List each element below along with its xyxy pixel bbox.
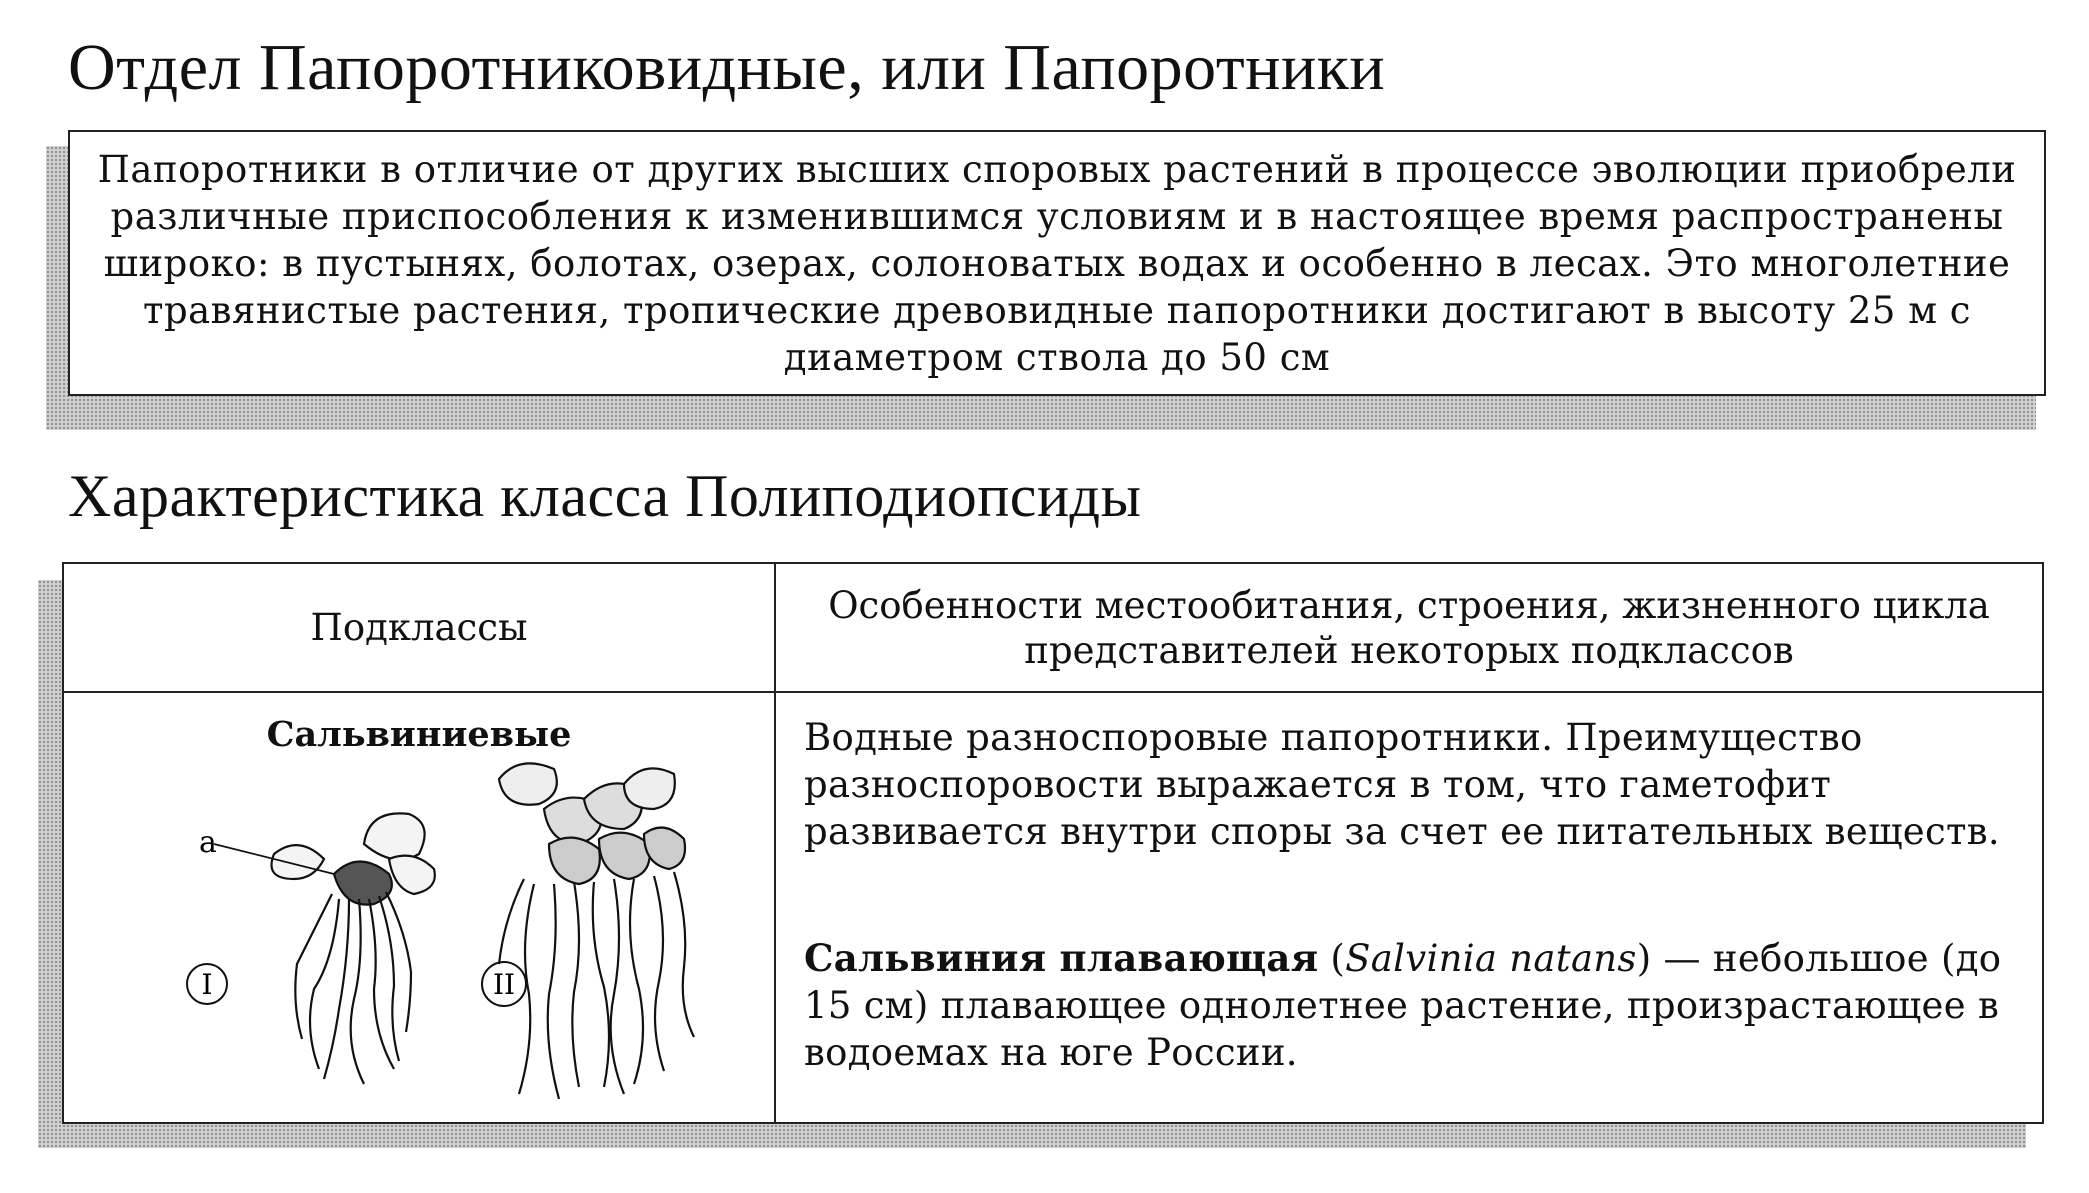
header-subclasses: Подклассы [310, 606, 528, 649]
header-features: Особенности местообитания, строения, жизненного цикла представителей некоторых подклассов [828, 583, 1990, 672]
species-name: Сальвиния плавающая [804, 936, 1319, 980]
table-title: Характеристика класса Полиподиопсиды [68, 463, 1142, 529]
species-details: — небольшое (до 15 см) плавающее однолетнее растение, произрастающее в водоемах на юге России. [804, 937, 2002, 1074]
label-I: I [201, 968, 213, 1001]
label-II: II [492, 968, 516, 1001]
section-title: Отдел Папоротниковидные, или Папоротники [68, 31, 1386, 104]
subclass-name: Сальвиниевые [266, 714, 572, 755]
plant-two-drawing [499, 763, 694, 1099]
row-divider [64, 691, 2042, 693]
subclass-description: Водные разноспоровые папоротники. Преимущество разноспоровости выражается в том, что гаметофит развивается внутри споры за счет ее питательных веществ. [804, 716, 2000, 853]
salvinia-illustration [199, 764, 734, 1109]
plant-one-drawing [272, 813, 435, 1084]
paren-close: ) [1636, 937, 1652, 980]
characteristics-table [62, 562, 2044, 1124]
intro-text: Папоротники в отличие от других высших споровых растений в процессе эволюции приобрели различные приспособления к изменившимся условиям и в настоящее время распространены широко: в пустынях, болотах, озерах, солоноватых водах и особенно в лесах. Это многолетние травянистые растения, тропические древовидные папоротники достигают в высоту 25 м с диаметром ствола до 50 см [97, 147, 2017, 379]
features-cell [804, 714, 2009, 1076]
label-a: а [199, 825, 217, 860]
paren-open: ( [1318, 937, 1346, 980]
species-description [804, 935, 2009, 1076]
intro-box [68, 130, 2046, 396]
species-latin-name: Salvinia natans [1345, 937, 1637, 980]
